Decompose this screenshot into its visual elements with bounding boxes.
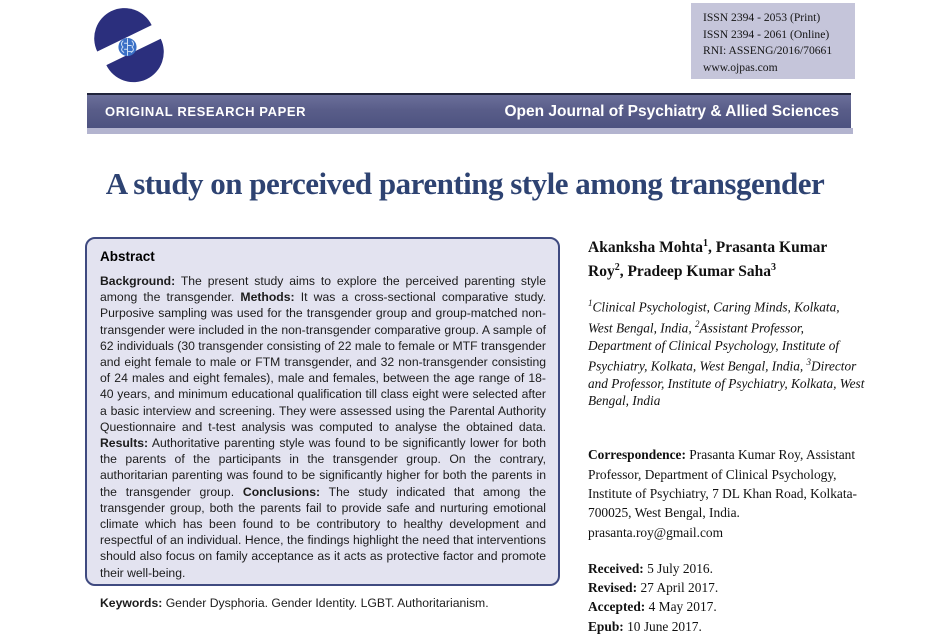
received-date-line: [588, 559, 866, 578]
issn-info-box: [691, 3, 855, 79]
affil-1-marker: 1: [588, 298, 593, 309]
article-dates-block: [588, 559, 866, 636]
author-3-affil-marker: 3: [770, 262, 776, 274]
abstract-box: [85, 237, 560, 610]
author-2-name: Prasanta Kumar Roy: [588, 239, 827, 281]
abstract-methods-label: Methods:: [240, 290, 295, 305]
authors-line: [588, 234, 866, 282]
epub-value: 10 June 2017.: [623, 618, 702, 634]
author-2-affil-marker: 2: [614, 262, 620, 274]
epub-date-line: [588, 617, 866, 636]
journal-logo: [90, 10, 168, 78]
keywords-label: Keywords:: [100, 595, 163, 610]
revised-label: Revised:: [588, 580, 638, 596]
revised-value: 27 April 2017.: [637, 580, 719, 596]
affil-3-text: Director and Professor, Institute of Psychiatry, Kolkata, West Bengal, India: [588, 358, 865, 409]
correspondence-label: Correspondence:: [588, 447, 686, 463]
author-3-name: Pradeep Kumar Saha: [627, 263, 771, 281]
article-meta-column: [588, 234, 866, 636]
abstract-results-text: Authoritative parenting style was found to be significantly lower for both the parents of the participants in the transgender group. On the contrary, authoritarian parenting was found to be significantly higher for both the parents in the transgender group.: [100, 436, 546, 499]
brain-icon: [118, 38, 136, 56]
journal-website-link[interactable]: www.ojpas.com: [703, 60, 778, 74]
received-label: Received:: [588, 560, 644, 576]
correspondence-text: Prasanta Kumar Roy, Assistant Professor, Department of Clinical Psychology, Institute of Psychiatry, 7 DL Khan Road, Kolkata-700025, West Bengal, India.: [588, 447, 857, 521]
author-separator: ,: [619, 263, 628, 281]
journal-header-band: [87, 93, 851, 128]
issn-online: ISSN 2394 - 2061 (Online): [703, 27, 830, 41]
abstract-conclusions-label: Conclusions:: [242, 484, 321, 499]
author-1-affil-marker: 1: [703, 238, 708, 249]
affiliations-block: [588, 295, 866, 409]
paper-type-label: ORIGINAL RESEARCH PAPER: [105, 104, 307, 119]
article-title: A study on perceived parenting style among transgender: [105, 166, 825, 201]
abstract-conclusions-text: The study indicated that among the transgender group, both the parents fail to provide safe and nurturing emotional climate which has been found to be contributory to healthy development and respectful of an individual. Hence, the findings highlight the need that interventions should also focus on family acceptance as it acts as protective factor and promote their well-being.: [100, 484, 546, 580]
author-1-name: Akanksha Mohta: [588, 239, 703, 257]
issn-print: ISSN 2394 - 2053 (Print): [703, 11, 821, 24]
abstract-heading: Abstract: [100, 249, 155, 264]
keywords-text: Gender Dysphoria. Gender Identity. LGBT. Authoritarianism.: [162, 595, 489, 610]
accepted-label: Accepted:: [588, 599, 646, 615]
accepted-value: 4 May 2017.: [645, 599, 717, 615]
epub-label: Epub:: [588, 618, 624, 634]
rni-number: RNI: ASSENG/2016/70661: [703, 44, 833, 57]
revised-date-line: [588, 578, 866, 597]
abstract-background-label: Background:: [100, 274, 176, 288]
received-value: 5 July 2016.: [643, 560, 713, 576]
abstract-methods-text: It was a cross-sectional comparative study. Purposive sampling was used for the transgender group and group-matched non-transgender were included in the non-transgender comparative group. A sample of 62 individuals (30 transgender consisting of 22 male to female or MTF transgender and eight female to male or FTM transgender, and 32 non-transgender consisting of 24 males and eight females), male and females, between the age range of 18-40 years, and minimum educational qualification till class eight were selected after a basic interview and screening. They were assessed using the Parental Authority Questionnaire and t-test analysis was computed to analyse the obtained data.: [100, 290, 546, 434]
header-band-underline: [87, 128, 853, 134]
abstract-paragraph: [100, 273, 546, 581]
affil-2-text: Assistant Professor, Department of Clinical Psychology, Institute of Psychiatry, Kolkata, West Bengal, India,: [588, 320, 840, 374]
affil-3-marker: 3: [806, 357, 812, 368]
affil-2-marker: 2: [694, 319, 700, 330]
correspondence-block: [588, 445, 866, 541]
author-separator: ,: [708, 239, 716, 257]
journal-name: Open Journal of Psychiatry & Allied Sciences: [504, 102, 839, 120]
abstract-results-label: Results:: [100, 436, 149, 451]
abstract-background-text: The present study aims to explore the perceived parenting style among the transgender.: [100, 274, 546, 305]
accepted-date-line: [588, 597, 866, 616]
brain-swoosh-logo-graphic: [90, 10, 168, 78]
keywords-line: [100, 595, 546, 611]
correspondence-email-link[interactable]: prasanta.roy@gmail.com: [588, 524, 724, 540]
affil-1-text: Clinical Psychologist, Caring Minds, Kolkata, West Bengal, India,: [588, 299, 840, 336]
